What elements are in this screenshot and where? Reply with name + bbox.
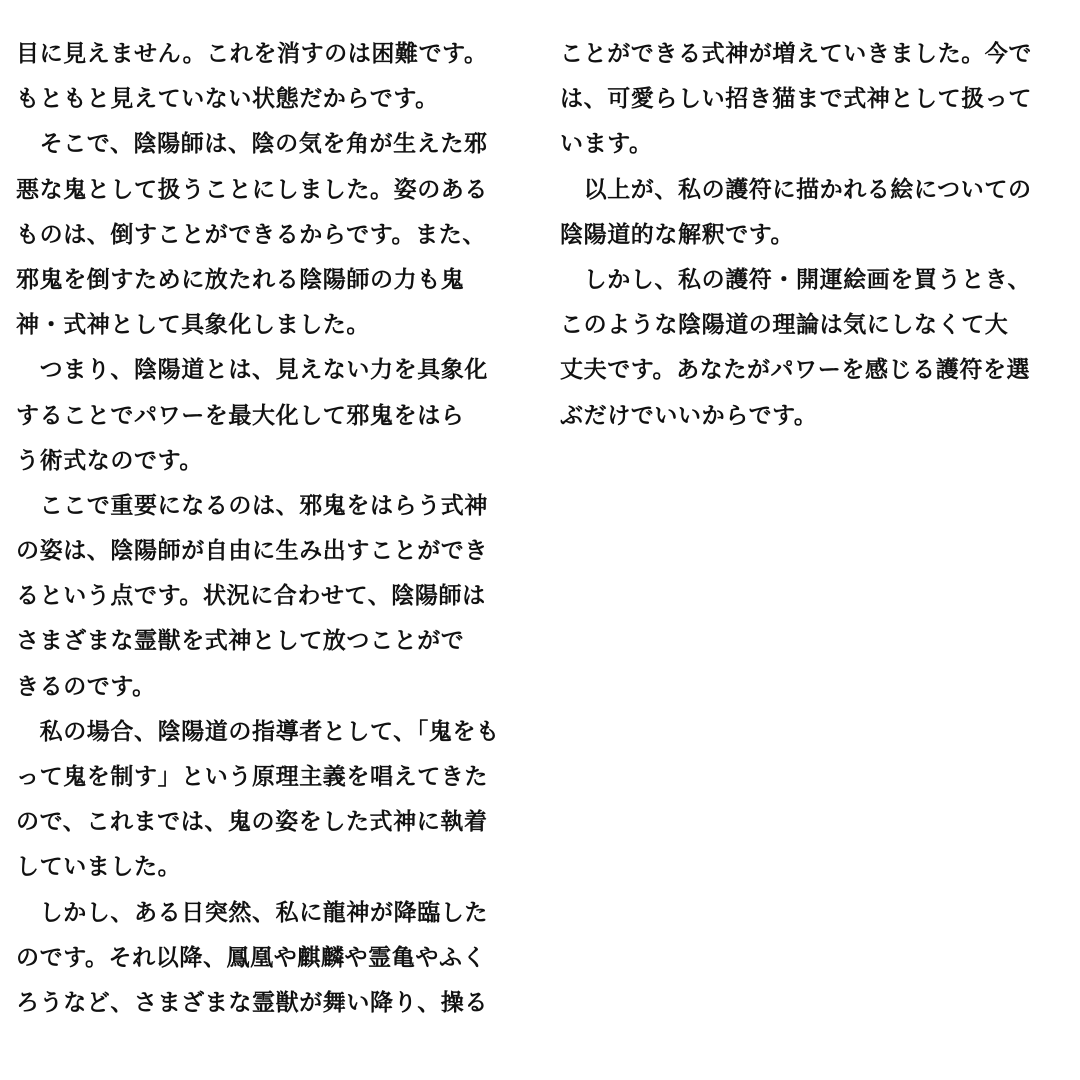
text-line: このような陰陽道の理論は気にしなくて大 <box>560 312 1009 339</box>
text-line: 目に見えません。これを消すのは困難です。 <box>16 41 488 67</box>
text-line: るという点です。状況に合わせて、陰陽師は <box>16 583 486 610</box>
text-line: きるのです。 <box>16 673 156 700</box>
text-line: 陰陽道的な解釈です。 <box>560 221 795 248</box>
text-line: 私の場合、陰陽道の指導者として、「鬼をも <box>16 718 500 745</box>
text-line: ものは、倒すことができるからです。また、 <box>16 221 486 248</box>
text-line: していました。 <box>16 854 182 881</box>
text-line: することでパワーを最大化して邪鬼をはら <box>16 402 465 429</box>
text-line: しかし、私の護符・開運絵画を買うとき、 <box>560 266 1032 293</box>
right-text-column <box>560 32 1070 439</box>
text-line: 丈夫です。あなたがパワーを感じる護符を選 <box>560 357 1031 384</box>
text-line: う術式なのです。 <box>16 447 203 474</box>
text-line: ので、これまでは、鬼の姿をした式神に執着 <box>16 809 488 836</box>
text-line: もともと見えていない状態だからです。 <box>16 86 439 113</box>
text-line: って鬼を制す」という原理主義を唱えてきた <box>16 764 488 790</box>
text-line: ぶだけでいいからです。 <box>560 402 818 429</box>
text-line: そこで、陰陽師は、陰の気を角が生えた邪 <box>16 131 488 158</box>
text-line: 邪鬼を倒すために放たれる陰陽師の力も鬼 <box>16 266 465 293</box>
text-line: しかし、ある日突然、私に龍神が降臨した <box>16 899 488 926</box>
text-line: つまり、陰陽道とは、見えない力を具象化 <box>16 357 488 384</box>
text-line: 神・式神として具象化しました。 <box>16 312 370 339</box>
left-text-column <box>16 32 526 1026</box>
text-line: ろうなど、さまざまな霊獣が舞い降り、操る <box>16 989 488 1016</box>
text-line: の姿は、陰陽師が自由に生み出すことができ <box>16 538 488 565</box>
text-line: ことができる式神が増えていきました。今で <box>560 41 1032 67</box>
text-line: 悪な鬼として扱うことにしました。姿のある <box>16 176 488 203</box>
text-line: のです。それ以降、鳳凰や麒麟や霊亀やふく <box>16 944 487 971</box>
text-line: 以上が、私の護符に描かれる絵についての <box>560 176 1032 203</box>
text-line: は、可愛らしい招き猫まで式神として扱って <box>560 86 1032 113</box>
text-line: ここで重要になるのは、邪鬼をはらう式神 <box>16 492 488 519</box>
text-line: います。 <box>560 131 653 158</box>
text-line: さまざまな霊獣を式神として放つことがで <box>16 628 465 655</box>
